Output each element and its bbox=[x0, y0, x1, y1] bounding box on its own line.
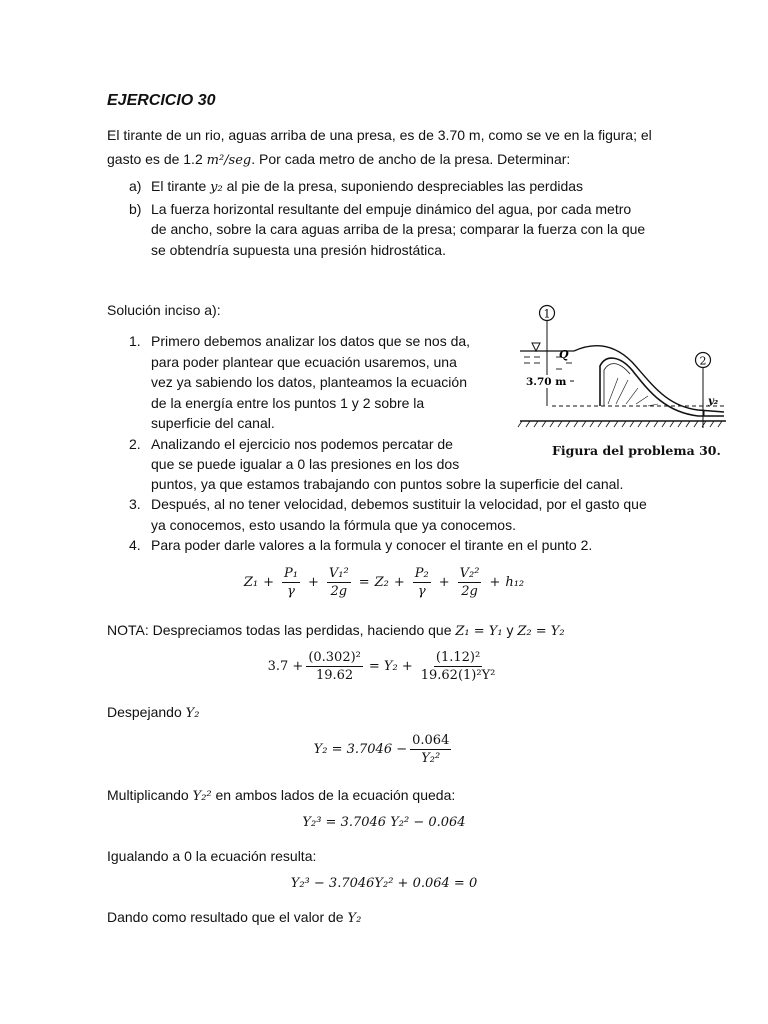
steps-list-top bbox=[107, 331, 487, 475]
step-line: ya conocemos, esto usando la fórmula que ya conocemos. bbox=[151, 516, 516, 533]
step-line: Primero debemos analizar los datos que se nos da, bbox=[151, 333, 471, 349]
text: en ambos lados de la ecuación queda: bbox=[211, 787, 456, 803]
math-var: y₂ bbox=[210, 180, 223, 195]
text: Dando como resultado que el valor de bbox=[107, 909, 348, 925]
step-4 bbox=[107, 535, 687, 556]
figure-caption: Figura del problema 30. bbox=[552, 443, 721, 458]
isolated-equation bbox=[0, 733, 768, 766]
eq-fraction: $\frac{0.064}{\text{Y₂²}}$ bbox=[412, 733, 450, 766]
step-2-continuation: puntos, ya que estamos trabajando con puntos sobre la superficie del canal. bbox=[151, 476, 624, 492]
question-a bbox=[107, 176, 687, 199]
math-var: Z₂ = Y₂ bbox=[517, 624, 565, 639]
math-var: Y₂ bbox=[347, 911, 362, 926]
question-text: al pie de la presa, suponiendo despreciables las perdidas bbox=[222, 178, 584, 194]
eq-fraction: $\frac{\text{(1.12)²}}{\text{19.62(1)²Y²}}$ bbox=[420, 650, 496, 683]
step-number: 1. bbox=[129, 333, 141, 349]
question-text: El tirante bbox=[151, 178, 211, 194]
note-text: NOTA: Despreciamos todas las perdidas, haciendo que bbox=[107, 622, 456, 638]
eq-fraction: $\frac{\text{(0.302)²}}{19.62}$ bbox=[308, 650, 361, 683]
math-var: Y₂ bbox=[185, 706, 200, 721]
statement-line-1: El tirante de un rio, aguas arriba de una presa, es de 3.70 m, como se ve en la figura; el bbox=[107, 127, 652, 143]
questions-list bbox=[107, 176, 687, 260]
cubic-equation: Y₂³ = 3.7046 Y₂² − 0.064 bbox=[302, 815, 466, 830]
text: Multiplicando bbox=[107, 787, 193, 803]
statement-text: . Por cada metro de ancho de la presa. Determinar: bbox=[251, 150, 571, 167]
eq-fraction: $\frac{\text{V₂²}}{2g}$ bbox=[459, 566, 480, 599]
exercise-title: EJERCICIO 30 bbox=[107, 92, 216, 109]
ground-hatch bbox=[518, 421, 722, 427]
eq-term: h₁₂ bbox=[505, 575, 525, 590]
note-line bbox=[107, 620, 707, 643]
unit-expression: m²/seg bbox=[206, 152, 252, 168]
step-number: 2. bbox=[129, 435, 141, 452]
problem-statement bbox=[107, 125, 667, 171]
eq-term: Y₂ = 3.7046 − bbox=[313, 742, 408, 757]
solution-heading: Solución inciso a): bbox=[107, 302, 221, 318]
step-number: 4. bbox=[129, 537, 141, 553]
eq-term: Z₁ bbox=[243, 575, 259, 590]
math-var: Y₂² bbox=[192, 789, 212, 804]
step-number: 3. bbox=[129, 496, 141, 512]
note-text: y bbox=[502, 622, 518, 638]
result-line bbox=[107, 907, 667, 930]
cubic-equation-zero: Y₂³ − 3.7046Y₂² + 0.064 = 0 bbox=[290, 876, 478, 891]
eq-term: = Y₂ + bbox=[368, 659, 413, 674]
dam-inner-line bbox=[604, 364, 630, 406]
text: Despejando bbox=[107, 704, 186, 720]
despejando-line bbox=[107, 702, 667, 725]
step-line: que se puede igualar a 0 las presiones en los dos bbox=[151, 456, 460, 472]
math-var: Z₁ = Y₁ bbox=[455, 624, 503, 639]
step-3 bbox=[107, 494, 687, 535]
question-line: de ancho, sobre la cara aguas arriba de la presa; comparar la fuerza con la que bbox=[151, 221, 646, 237]
eq-term: Z₂ bbox=[374, 575, 389, 590]
list-marker: b) bbox=[129, 200, 142, 217]
point-2-label: 2 bbox=[699, 354, 707, 368]
energy-equation: Z₁ + $\frac{\text{P₁}}{\gamma}$ + $\frac{\text{V₁²}}{2g}$ = Z₂ + $\frac{\text{P₂}}{\gamma}$ + $\frac{\text{V₂²}}{2g}$ + h₁₂ bbox=[243, 566, 525, 599]
substituted-equation bbox=[0, 650, 768, 683]
statement-text: gasto es de 1.2 bbox=[107, 150, 207, 167]
step-line: superficie del canal. bbox=[151, 415, 275, 431]
eq-term: 3.7 + bbox=[267, 659, 304, 674]
step-line: Analizando el ejercicio nos podemos percatar de bbox=[151, 435, 453, 452]
list-marker: a) bbox=[129, 178, 142, 194]
step-line: de la energía entre los puntos 1 y 2 sobre la bbox=[151, 394, 425, 411]
y2-label: y₂ bbox=[708, 396, 719, 407]
step-line: vez ya sabiendo los datos, planteamos la ecuación bbox=[151, 374, 467, 390]
question-line: La fuerza horizontal resultante del empuje dinámico del agua, por cada metro bbox=[151, 200, 632, 217]
statement-line-2 bbox=[107, 149, 667, 172]
eq-fraction: $\frac{\text{P₂}}{\gamma}$ bbox=[414, 566, 429, 599]
step-2 bbox=[107, 434, 487, 475]
igualando-line: Igualando a 0 la ecuación resulta: bbox=[107, 848, 317, 864]
multiplicando-line bbox=[107, 785, 707, 808]
step-line: Para poder darle valores a la formula y conocer el tirante en el punto 2. bbox=[151, 537, 593, 553]
step-1 bbox=[107, 331, 487, 434]
steps-list-bottom bbox=[107, 494, 687, 556]
water-level-icon bbox=[532, 343, 540, 351]
question-line: se obtendría supuesta una presión hidrostática. bbox=[151, 241, 446, 258]
question-b bbox=[107, 199, 687, 261]
eq-fraction: $\frac{\text{V₁²}}{2g}$ bbox=[328, 566, 349, 599]
point-1-label: 1 bbox=[543, 307, 551, 321]
step-line: Después, al no tener velocidad, debemos sustituir la velocidad, por el gasto que bbox=[151, 496, 647, 512]
depth-label: 3.70 m bbox=[526, 376, 567, 388]
flow-q-label: Q bbox=[559, 348, 569, 361]
eq-fraction: $\frac{\text{P₁}}{\gamma}$ bbox=[284, 566, 298, 599]
step-line: para poder plantear que ecuación usaremos, una bbox=[151, 353, 457, 370]
